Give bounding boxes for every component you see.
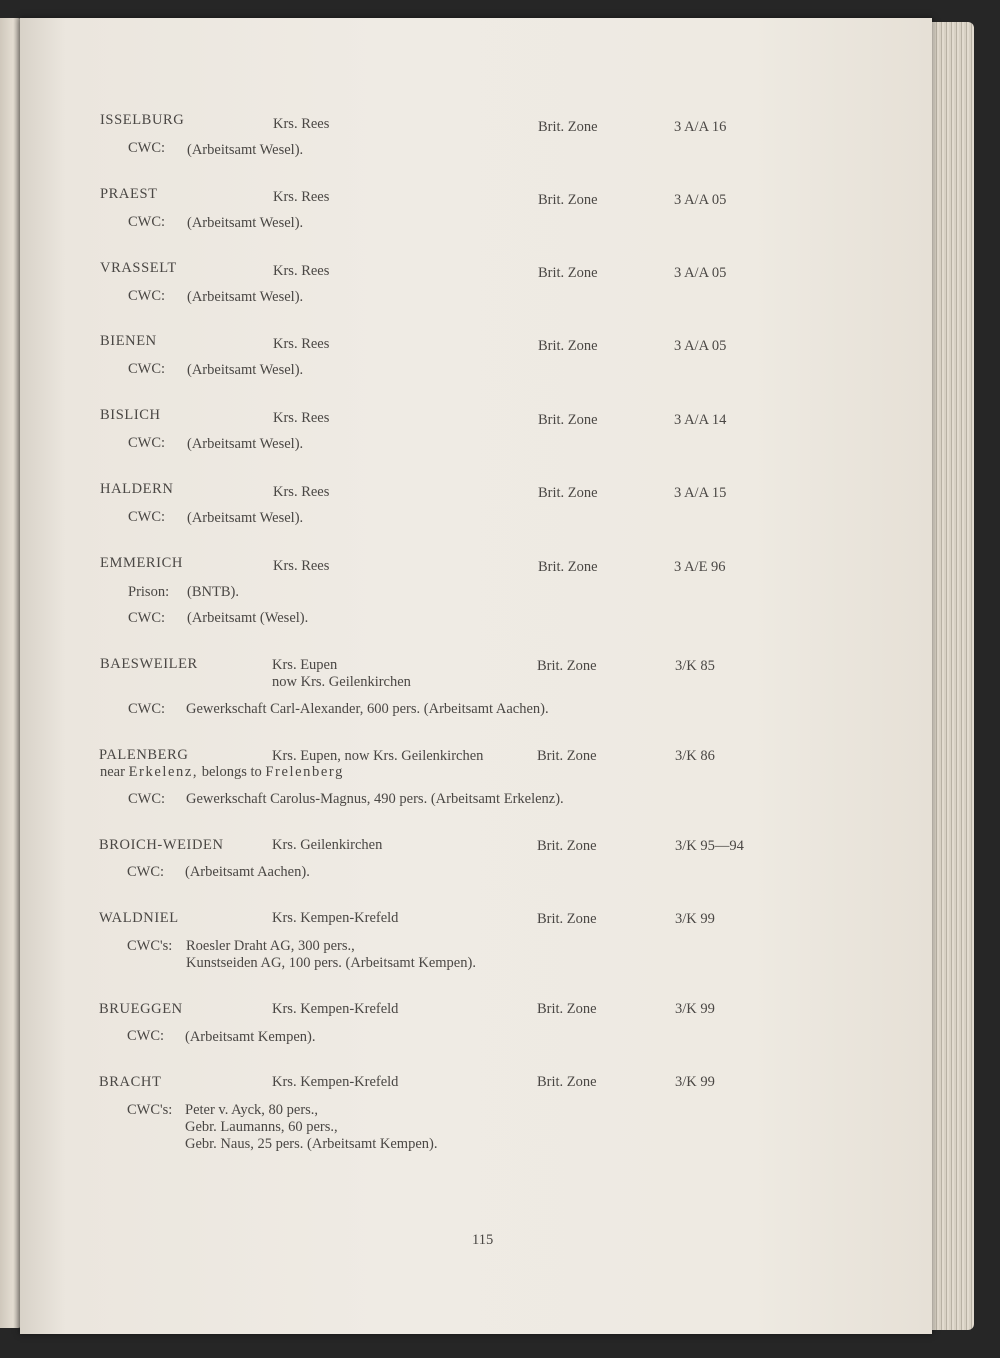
cwc-label: CWC's: — [127, 938, 173, 954]
cwc-label: CWC's: — [127, 1102, 173, 1118]
grid-code: 3/K 86 — [675, 748, 715, 764]
zone: Brit. Zone — [537, 838, 597, 854]
zone: Brit. Zone — [538, 485, 598, 501]
cwc-detail: (Arbeitsamt Wesel). — [187, 142, 304, 158]
district: Krs. Kempen-Krefeld — [272, 910, 399, 926]
cwc-label: CWC: — [128, 361, 166, 377]
grid-code: 3 A/E 96 — [674, 559, 726, 575]
district: Krs. Kempen-Krefeld — [272, 1001, 399, 1017]
grid-code: 3/K 95—94 — [675, 838, 744, 854]
zone: Brit. Zone — [537, 658, 597, 674]
cwc-label: CWC: — [128, 214, 166, 230]
grid-code: 3/K 85 — [675, 658, 715, 674]
book-page — [20, 18, 932, 1334]
grid-code: 3 A/A 05 — [674, 192, 727, 208]
location-note: near Erkelenz, belongs to Frelenberg — [100, 764, 344, 780]
place-name: PALENBERG — [99, 747, 189, 763]
district: Krs. Geilenkirchen — [272, 837, 383, 853]
grid-code: 3 A/A 05 — [674, 338, 727, 354]
grid-code: 3/K 99 — [675, 1074, 715, 1090]
place-name: HALDERN — [100, 481, 174, 497]
district: Krs. Rees — [273, 558, 330, 574]
cwc-detail: (Arbeitsamt Kempen). — [185, 1029, 316, 1045]
previous-page-edge — [0, 18, 22, 1328]
cwc-detail-2: Kunstseiden AG, 100 pers. (Arbeitsamt Kempen). — [186, 955, 476, 971]
cwc-detail: Gewerkschaft Carolus-Magnus, 490 pers. (Arbeitsamt Erkelenz). — [186, 791, 564, 807]
cwc-detail: (Arbeitsamt Wesel). — [187, 436, 304, 452]
zone: Brit. Zone — [538, 119, 598, 135]
zone: Brit. Zone — [537, 748, 597, 764]
district-note: now Krs. Geilenkirchen — [272, 674, 411, 690]
place-name: BRUEGGEN — [99, 1001, 183, 1017]
place-name: ISSELBURG — [100, 112, 185, 128]
cwc-detail: (Arbeitsamt (Wesel). — [187, 610, 309, 626]
cwc-detail: (Arbeitsamt Wesel). — [187, 510, 304, 526]
place-name: BRACHT — [99, 1074, 162, 1090]
place-name: BIENEN — [100, 333, 157, 349]
place-name: VRASSELT — [100, 260, 177, 276]
zone: Brit. Zone — [538, 338, 598, 354]
place-name: WALDNIEL — [99, 910, 179, 926]
grid-code: 3 A/A 14 — [674, 412, 727, 428]
cwc-detail: (Arbeitsamt Wesel). — [187, 362, 304, 378]
district: Krs. Kempen-Krefeld — [272, 1074, 399, 1090]
zone: Brit. Zone — [537, 1001, 597, 1017]
cwc-label: CWC: — [128, 288, 166, 304]
prison-detail: (BNTB). — [187, 584, 239, 600]
cwc-label: CWC: — [128, 509, 166, 525]
zone: Brit. Zone — [538, 192, 598, 208]
place-name: EMMERICH — [100, 555, 183, 571]
grid-code: 3 A/A 15 — [674, 485, 727, 501]
district: Krs. Eupen — [272, 657, 338, 673]
cwc-detail: Roesler Draht AG, 300 pers., — [186, 938, 355, 954]
zone: Brit. Zone — [538, 412, 598, 428]
cwc-detail-2: Gebr. Laumanns, 60 pers., — [185, 1119, 338, 1135]
grid-code: 3/K 99 — [675, 911, 715, 927]
cwc-label: CWC: — [128, 140, 166, 156]
place-name: BAESWEILER — [100, 656, 198, 672]
zone: Brit. Zone — [538, 265, 598, 281]
place-name: BROICH-WEIDEN — [99, 837, 224, 853]
place-name: PRAEST — [100, 186, 158, 202]
cwc-label: CWC: — [127, 864, 165, 880]
district: Krs. Rees — [273, 263, 330, 279]
cwc-detail: Peter v. Ayck, 80 pers., — [185, 1102, 319, 1118]
prison-label: Prison: — [128, 584, 170, 600]
cwc-detail: Gewerkschaft Carl-Alexander, 600 pers. (Arbeitsamt Aachen). — [186, 701, 549, 717]
page-number: 115 — [472, 1232, 494, 1248]
cwc-detail: (Arbeitsamt Wesel). — [187, 289, 304, 305]
grid-code: 3 A/A 05 — [674, 265, 727, 281]
district: Krs. Rees — [273, 336, 330, 352]
cwc-detail: (Arbeitsamt Aachen). — [185, 864, 310, 880]
cwc-label: CWC: — [128, 435, 166, 451]
zone: Brit. Zone — [538, 559, 598, 575]
district: Krs. Rees — [273, 189, 330, 205]
zone: Brit. Zone — [537, 911, 597, 927]
cwc-label: CWC: — [127, 1028, 165, 1044]
cwc-label: CWC: — [128, 701, 166, 717]
place-name: BISLICH — [100, 407, 161, 423]
grid-code: 3/K 99 — [675, 1001, 715, 1017]
zone: Brit. Zone — [537, 1074, 597, 1090]
district: Krs. Eupen, now Krs. Geilenkirchen — [272, 748, 484, 764]
cwc-detail: (Arbeitsamt Wesel). — [187, 215, 304, 231]
cwc-label: CWC: — [128, 610, 166, 626]
district: Krs. Rees — [273, 410, 330, 426]
district: Krs. Rees — [273, 484, 330, 500]
cwc-label: CWC: — [128, 791, 166, 807]
grid-code: 3 A/A 16 — [674, 119, 727, 135]
cwc-detail-3: Gebr. Naus, 25 pers. (Arbeitsamt Kempen). — [185, 1136, 438, 1152]
district: Krs. Rees — [273, 116, 330, 132]
